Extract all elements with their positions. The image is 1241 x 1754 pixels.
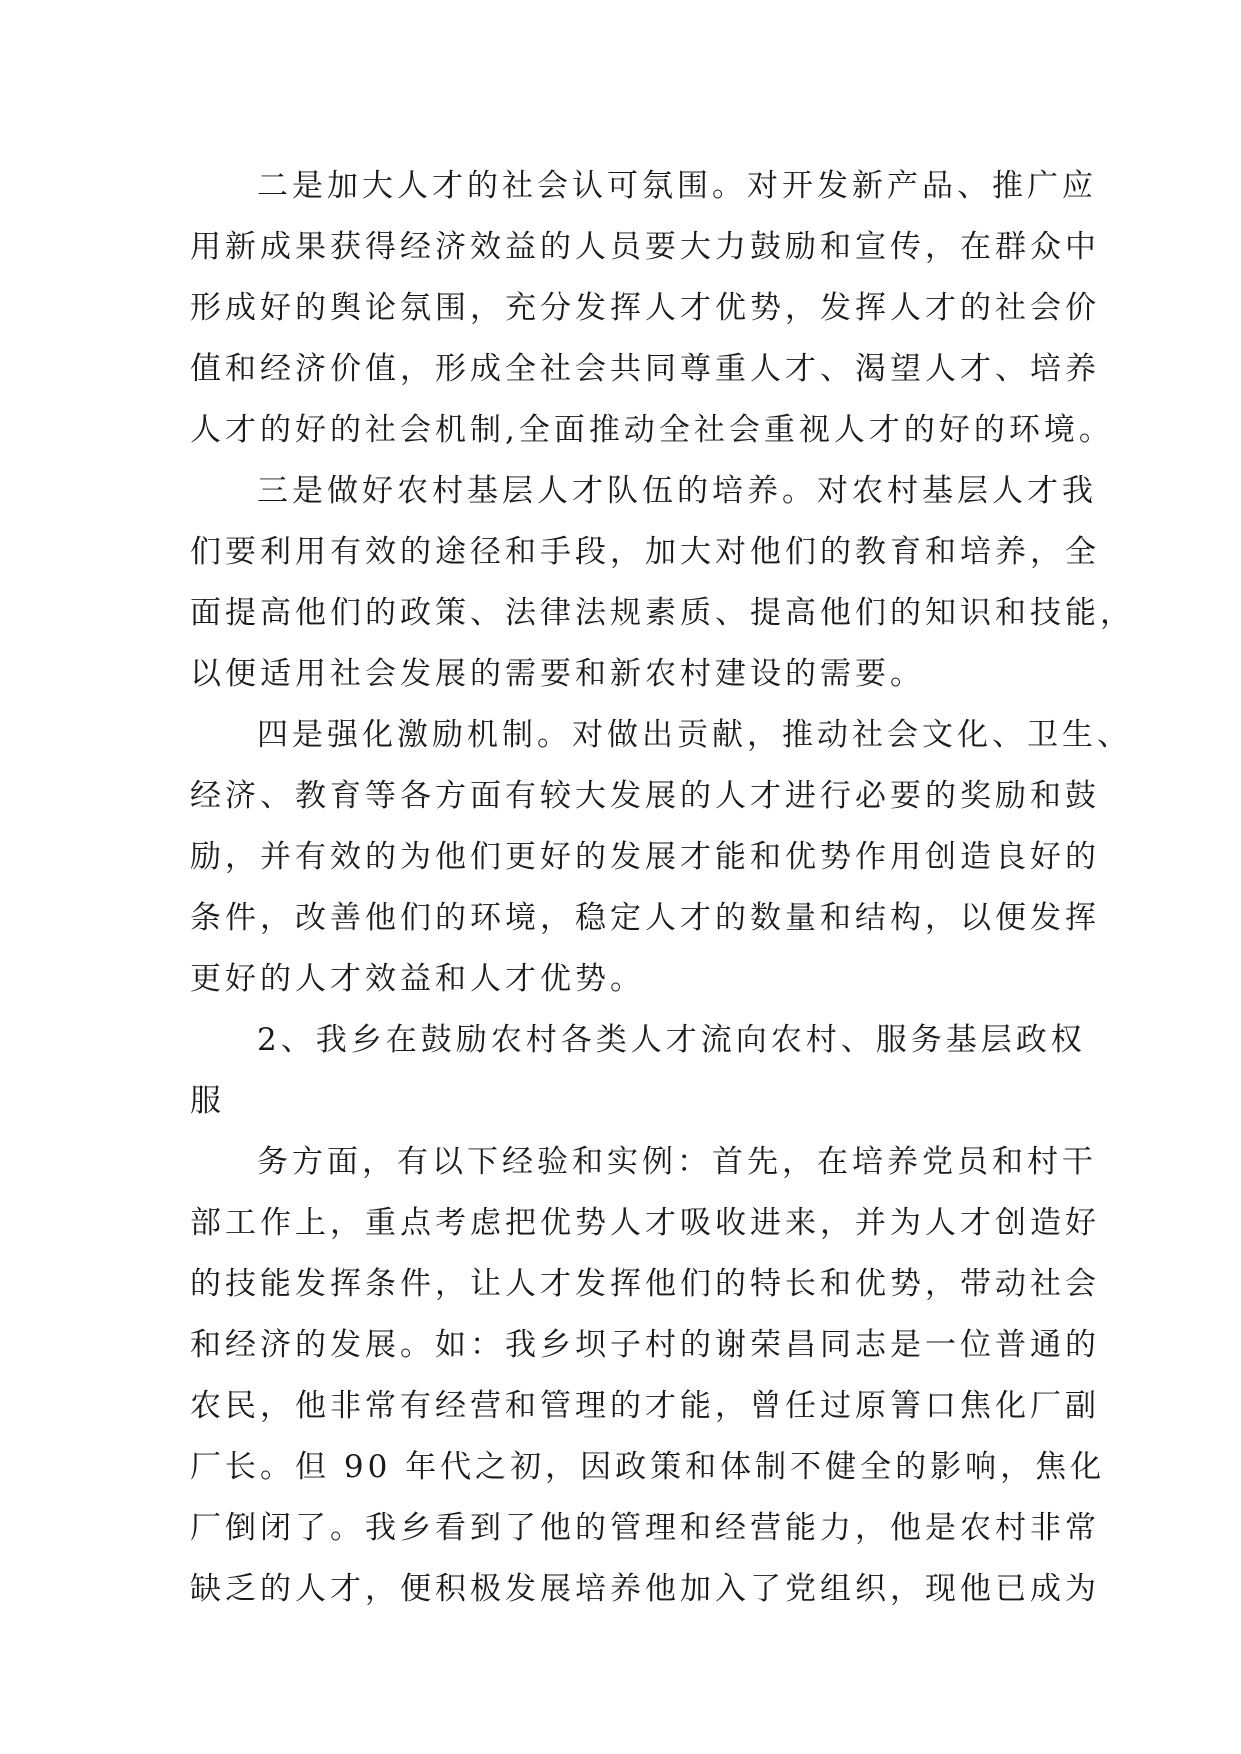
text-line: 二是加大人才的社会认可氛围。对开发新产品、推广应 <box>257 168 1097 204</box>
text-line: 更好的人才效益和人才优势。 <box>190 961 645 997</box>
text-line: 形成好的舆论氛围，充分发挥人才优势，发挥人才的社会价 <box>190 290 1100 326</box>
text-line: 励，并有效的为他们更好的发展才能和优势作用创造良好的 <box>190 839 1100 875</box>
text-line: 三是做好农村基层人才队伍的培养。对农村基层人才我 <box>257 473 1097 509</box>
text-line: 用新成果获得经济效益的人员要大力鼓励和宣传，在群众中 <box>190 229 1100 265</box>
text-line: 值和经济价值，形成全社会共同尊重人才、渴望人才、培养 <box>190 351 1100 387</box>
text-line: 2、我乡在鼓励农村各类人才流向农村、服务基层政权 <box>257 1022 1086 1058</box>
text-line: 四是强化激励机制。对做出贡献，推动社会文化、卫生、 <box>257 717 1132 753</box>
text-line: 农民，他非常有经营和管理的才能，曾任过原箐口焦化厂副 <box>190 1388 1100 1424</box>
text-line: 人才的好的社会机制,全面推动全社会重视人才的好的环境。 <box>190 412 1114 448</box>
text-line: 厂长。但 90 年代之初，因政策和体制不健全的影响，焦化 <box>190 1449 1106 1485</box>
text-line: 部工作上，重点考虑把优势人才吸收进来，并为人才创造好 <box>190 1205 1100 1241</box>
text-line: 面提高他们的政策、法律法规素质、提高他们的知识和技能， <box>190 595 1135 631</box>
text-line: 经济、教育等各方面有较大发展的人才进行必要的奖励和鼓 <box>190 778 1100 814</box>
text-line: 务方面，有以下经验和实例：首先，在培养党员和村干 <box>257 1144 1097 1180</box>
text-line: 们要利用有效的途径和手段，加大对他们的教育和培养，全 <box>190 534 1100 570</box>
text-line: 厂倒闭了。我乡看到了他的管理和经营能力，他是农村非常 <box>190 1510 1100 1546</box>
text-line: 缺乏的人才，便积极发展培养他加入了党组织，现他已成为 <box>190 1571 1100 1607</box>
text-line: 的技能发挥条件，让人才发挥他们的特长和优势，带动社会 <box>190 1266 1100 1302</box>
text-line: 服 <box>190 1083 225 1119</box>
text-line: 以便适用社会发展的需要和新农村建设的需要。 <box>190 656 925 692</box>
document-body <box>190 156 1135 1620</box>
text-line: 条件，改善他们的环境，稳定人才的数量和结构，以便发挥 <box>190 900 1100 936</box>
text-line: 和经济的发展。如：我乡坝子村的谢荣昌同志是一位普通的 <box>190 1327 1100 1363</box>
